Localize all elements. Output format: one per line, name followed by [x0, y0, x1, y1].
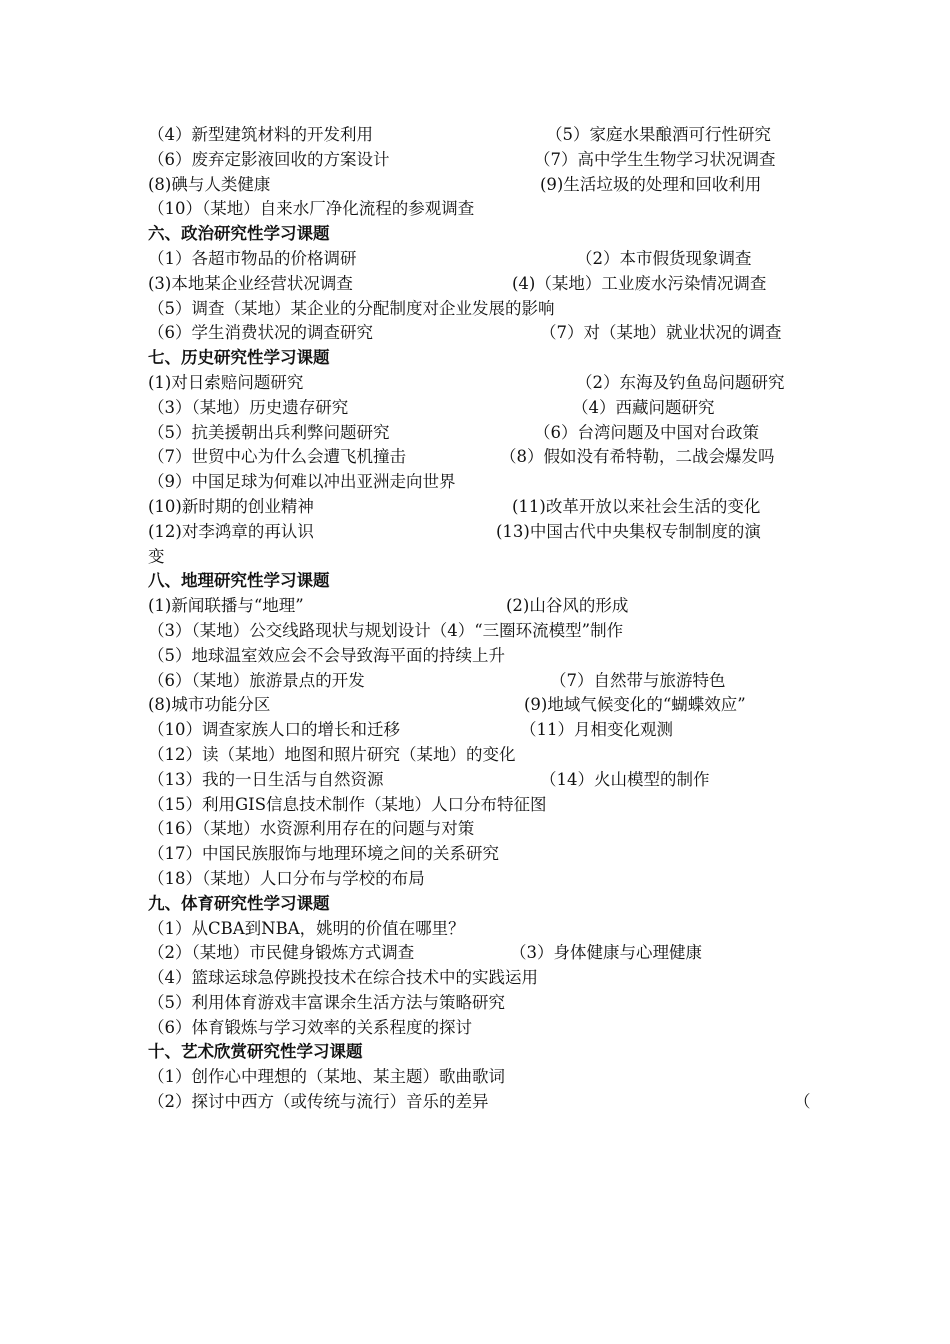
topic-right: （7）高中学生生物学习状况调查 [534, 149, 776, 169]
topic-left: （6）废弃定影液回收的方案设计 [148, 149, 390, 169]
topic-line [148, 321, 808, 346]
topic-line [148, 1016, 808, 1041]
section-heading: 八、地理研究性学习课题 [148, 571, 330, 591]
topic-line [148, 371, 808, 396]
section-heading: 六、政治研究性学习课题 [148, 224, 330, 244]
topic-left: （2）探讨中西方（或传统与流行）音乐的差异 [148, 1092, 489, 1112]
section-heading: 九、体育研究性学习课题 [148, 893, 330, 913]
topic-right: (2)山谷风的形成 [506, 596, 629, 616]
topic-line [148, 445, 808, 470]
topic-left: (12)对李鸿章的再认识 [148, 521, 314, 541]
topic-right: (4)（某地）工业废水污染情况调查 [512, 273, 767, 293]
topic-left: （5）地球温室效应会不会导致海平面的持续上升 [148, 645, 505, 665]
topic-line [148, 470, 808, 495]
topic-left: (3)本地某企业经营状况调查 [148, 273, 353, 293]
topic-line [148, 197, 808, 222]
topic-line [148, 693, 808, 718]
topic-line [148, 520, 808, 545]
topic-line [148, 247, 808, 272]
topic-left: （9）中国足球为何难以冲出亚洲走向世界 [148, 472, 456, 492]
topic-line [148, 495, 808, 520]
topic-right: （6）台湾问题及中国对台政策 [534, 422, 759, 442]
topic-left: （6）体育锻炼与学习效率的关系程度的探讨 [148, 1017, 472, 1037]
topic-line [148, 941, 808, 966]
topic-line [148, 867, 808, 892]
topic-left: （4）新型建筑材料的开发利用 [148, 125, 373, 144]
topic-left: （15）利用GIS信息技术制作（某地）人口分布特征图 [148, 794, 547, 814]
topic-right: (13)中国古代中央集权专制制度的演 [496, 521, 761, 541]
document-page [148, 123, 811, 1115]
topic-left: （2）（某地）市民健身锻炼方式调查 [148, 943, 415, 963]
topic-line [148, 1090, 811, 1115]
topic-left: (1)新闻联播与“地理” [148, 596, 304, 616]
topic-left: （3）（某地）公交线路现状与规划设计（4）“三圈环流模型”制作 [148, 620, 624, 640]
section-heading: 七、历史研究性学习课题 [148, 348, 330, 368]
topic-line [148, 793, 808, 818]
topic-left: (1)对日索赔问题研究 [148, 372, 304, 392]
topic-line [148, 768, 808, 793]
topic-left: （12）读（某地）地图和照片研究（某地）的变化 [148, 744, 516, 764]
topic-left: （10）（某地）自来水厂净化流程的参观调查 [148, 199, 475, 219]
topic-left: （17）中国民族服饰与地理环境之间的关系研究 [148, 844, 499, 864]
topic-line [148, 396, 808, 421]
topic-line [148, 545, 808, 570]
topic-line [148, 991, 808, 1016]
topic-right: （ [794, 1092, 811, 1112]
topic-left: （5）抗美援朝出兵利弊问题研究 [148, 422, 390, 442]
topic-left: （13）我的一日生活与自然资源 [148, 769, 384, 789]
topic-left: 变 [148, 546, 165, 566]
topic-line [148, 421, 808, 446]
topic-line [148, 917, 808, 942]
topic-right: （7）自然带与旅游特色 [550, 670, 726, 690]
topic-left: （3）（某地）历史遗存研究 [148, 397, 349, 417]
topic-line [148, 297, 808, 322]
topic-right: (9)生活垃圾的处理和回收利用 [540, 174, 762, 194]
topic-line [148, 966, 808, 991]
topic-line [148, 594, 808, 619]
topic-left: （1）从CBA到NBA，姚明的价值在哪里？ [148, 918, 465, 938]
topic-line [148, 718, 808, 743]
topic-right: （11）月相变化观测 [520, 720, 673, 740]
topic-left: (10)新时期的创业精神 [148, 496, 314, 516]
topic-line [148, 1065, 808, 1090]
topic-right: （4）西藏问题研究 [572, 397, 715, 417]
topic-line [148, 123, 808, 148]
topic-left: （6）学生消费状况的调查研究 [148, 323, 373, 343]
topic-line [148, 173, 808, 198]
topic-left: （4）篮球运球急停跳投技术在综合技术中的实践运用 [148, 968, 538, 988]
section-heading: 十、艺术欣赏研究性学习课题 [148, 1042, 363, 1062]
topic-left: (8)城市功能分区 [148, 695, 271, 715]
topic-right: (11)改革开放以来社会生活的变化 [512, 496, 761, 516]
topic-line [148, 148, 808, 173]
topic-left: （16）（某地）水资源利用存在的问题与对策 [148, 819, 475, 839]
topic-left: （10）调查家族人口的增长和迁移 [148, 720, 400, 740]
topic-right: （8）假如没有希特勒，二战会爆发吗 [500, 447, 775, 467]
topic-right: （2）本市假货现象调查 [576, 248, 752, 268]
topic-left: （5）利用体育游戏丰富课余生活方法与策略研究 [148, 992, 505, 1012]
topic-right: （2）东海及钓鱼岛问题研究 [576, 372, 785, 392]
topic-left: （5）调查（某地）某企业的分配制度对企业发展的影响 [148, 298, 555, 318]
topic-left: （18）（某地）人口分布与学校的布局 [148, 868, 425, 888]
topic-right: （5）家庭水果酿酒可行性研究 [546, 125, 771, 144]
topic-left: （6）（某地）旅游景点的开发 [148, 670, 365, 690]
topic-line [148, 619, 808, 644]
topic-left: （1）各超市物品的价格调研 [148, 248, 357, 268]
topic-left: （1）创作心中理想的（某地、某主题）歌曲歌词 [148, 1067, 505, 1087]
topic-line [148, 743, 808, 768]
topic-line [148, 669, 808, 694]
topic-line [148, 272, 808, 297]
topic-left: （7）世贸中心为什么会遭飞机撞击 [148, 447, 406, 467]
topic-line [148, 644, 808, 669]
topic-right: （7）对（某地）就业状况的调查 [540, 323, 782, 343]
topic-left: (8)碘与人类健康 [148, 174, 271, 194]
topic-line [148, 817, 808, 842]
topic-right: （3）身体健康与心理健康 [510, 943, 702, 963]
topic-right: （14）火山模型的制作 [540, 769, 710, 789]
topic-line [148, 842, 808, 867]
topic-right: (9)地域气候变化的“蝴蝶效应” [524, 695, 746, 715]
